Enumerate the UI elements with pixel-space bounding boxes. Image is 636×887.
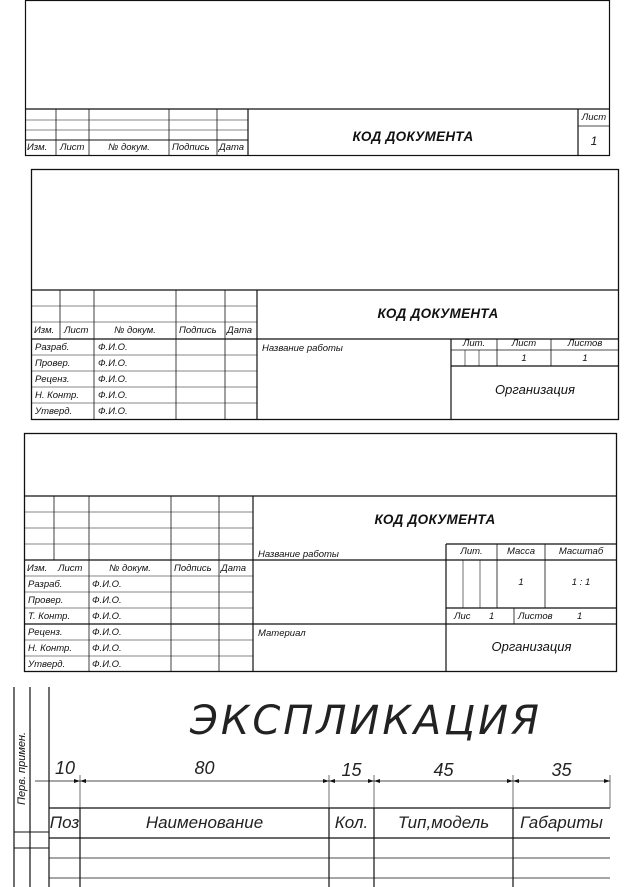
stamp3-role: Утверд. xyxy=(28,659,66,670)
stamp3-name: Ф.И.О. xyxy=(92,659,122,670)
stamp3-role: Провер. xyxy=(28,595,64,606)
stamp2-role: Разраб. xyxy=(35,342,70,353)
stamp1-doc-code: КОД ДОКУМЕНТА xyxy=(352,129,474,144)
stamp2-organization: Организация xyxy=(495,382,575,397)
stamp3-sheets-label: Листов xyxy=(518,611,553,622)
header-pos: Поз xyxy=(49,813,80,832)
stamp3-name: Ф.И.О. xyxy=(92,643,122,654)
stamp2-role: Реценз. xyxy=(35,374,70,385)
stamp2-role: Н. Контр. xyxy=(35,390,79,401)
stamp3-name: Ф.И.О. xyxy=(92,611,122,622)
stamp3-col-docnum: № докум. xyxy=(109,563,151,574)
stamp2-name: Ф.И.О. xyxy=(98,406,128,417)
stamp2-sheets-value: 1 xyxy=(582,353,588,364)
stamp3-sheet-value: 1 xyxy=(489,611,495,622)
stamp3-col-date: Дата xyxy=(221,563,247,574)
stamp2-name: Ф.И.О. xyxy=(98,374,128,385)
stamp3-sheets-value: 1 xyxy=(577,611,583,622)
stamp3-name: Ф.И.О. xyxy=(92,627,122,638)
dimension-15: 15 xyxy=(341,760,362,780)
stamp2-col-izm: Изм. xyxy=(34,325,55,336)
stamp3-role: Н. Контр. xyxy=(28,643,72,654)
header-type-model: Тип,модель xyxy=(397,813,490,832)
stamp3-col-signature: Подпись xyxy=(174,563,212,574)
stamp2-col-docnum: № докум. xyxy=(114,325,156,336)
stamp3-col-izm: Изм. xyxy=(27,563,48,574)
stamp3-mass-label: Масса xyxy=(506,546,536,557)
stamp1-col-docnum: № докум. xyxy=(108,142,150,153)
stamp2-name: Ф.И.О. xyxy=(98,390,128,401)
stamp2-sheets-label: Листов xyxy=(567,338,603,349)
stamp2-lit-label: Лит. xyxy=(462,338,486,349)
stamp2-doc-code: КОД ДОКУМЕНТА xyxy=(377,306,499,321)
explication-title: ЭКСПЛИКАЦИЯ xyxy=(190,698,542,744)
dimension-10: 10 xyxy=(54,758,76,778)
stamp1-col-izm: Изм. xyxy=(27,142,48,153)
stamp3-material-label: Материал xyxy=(258,628,306,639)
stamp3-col-list: Лист xyxy=(58,563,83,574)
header-dimensions: Габариты xyxy=(520,813,603,832)
stamp3-name: Ф.И.О. xyxy=(92,579,122,590)
stamp3-doc-code: КОД ДОКУМЕНТА xyxy=(374,512,496,527)
stamp3-role: Т. Контр. xyxy=(28,611,71,622)
side-label-perv-primen: Перв. примен. xyxy=(16,731,28,805)
stamp1-col-date: Дата xyxy=(219,142,245,153)
stamp2-role: Провер. xyxy=(35,358,71,369)
stamp3-scale-value: 1 : 1 xyxy=(571,577,591,588)
stamp2-sheet-value: 1 xyxy=(521,353,527,364)
stamp1-sheet-label: Лист xyxy=(581,112,607,123)
stamp3-lit-label: Лит. xyxy=(460,546,483,557)
stamp1-sheet-number: 1 xyxy=(590,134,598,148)
dimension-45: 45 xyxy=(433,760,454,780)
stamp2-name: Ф.И.О. xyxy=(98,342,128,353)
stamp3-name: Ф.И.О. xyxy=(92,595,122,606)
stamp2-role: Утверд. xyxy=(35,406,73,417)
stamp2-work-title-label: Название работы xyxy=(262,343,343,354)
stamp2-col-date: Дата xyxy=(227,325,253,336)
stamp3-work-title-label: Название работы xyxy=(258,549,339,560)
header-name: Наименование xyxy=(145,813,264,832)
stamp1-col-list: Лист xyxy=(60,142,85,153)
stamp3-sheet-label: Лис xyxy=(454,611,471,622)
stamp3-role: Реценз. xyxy=(28,627,63,638)
stamp2-col-signature: Подпись xyxy=(179,325,217,336)
stamp2-name: Ф.И.О. xyxy=(98,358,128,369)
stamp1-col-signature: Подпись xyxy=(172,142,210,153)
header-qty: Кол. xyxy=(334,813,369,832)
stamp3-organization: Организация xyxy=(491,639,572,654)
stamp3-mass-value: 1 xyxy=(518,577,524,588)
stamp2-col-list: Лист xyxy=(64,325,89,336)
stamp3-scale-label: Масштаб xyxy=(558,546,604,557)
dimension-35: 35 xyxy=(551,760,572,780)
dimension-80: 80 xyxy=(194,758,215,778)
stamp2-sheet-label: Лист xyxy=(511,338,537,349)
stamp3-role: Разраб. xyxy=(28,579,63,590)
